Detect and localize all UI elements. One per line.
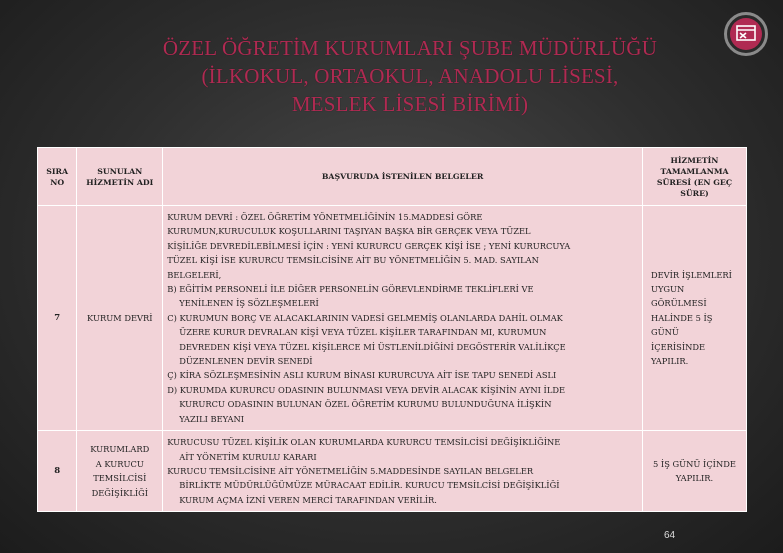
slide-title <box>60 34 760 118</box>
row-documents: KURUM DEVRİ : ÖZEL ÖĞRETİM YÖNETMELİĞİNİN 15.MADDESİ GÖRE KURUMUN,KURUCULUK KOŞULLARINI TAŞIYAN BAŞKA BİR GERÇEK VEYA TÜZEL KİŞİLİĞE DEVREDİLEBİLMESİ İÇİN : YENİ KURURCU GERÇEK KİŞİ İSE ; YENİ KURURCUYA TÜZEL KİŞİ İSE KURURCU TEMSİLCİSİNE AİT BU YÖNETMELİĞİN 5. MAD. SAYILAN BELGELERİ, B) EĞİTİM PERSONELİ İLE DİĞER PERSONELİN GÖREVLENDİRME TEKLİFLERİ VE YENİLENEN İŞ SÖZLEŞMELERİ C) KURUMUN BORÇ VE ALACAKLARININ VADESİ GELMEMİŞ OLANLARDA DAHİL OLMAK ÜZERE KURUR DEVRALAN KİŞİ VEYA TÜZEL KİŞİLER TARAFINDAN MI, KURUMUN DEVREDEN KİŞİ VEYA TÜZEL KİŞİLERCE Mİ ÜSTLENİLDİĞİNİ DEGÖSTERİR VALİLİKÇE DÜZENLENEN DEVİR SENEDİ Ç) KİRA SÖZLEŞMESİNİN ASLI KURUM BİNASI KURURCUYA AİT İSE TAPU SENEDİ ASLI D) KURUMDA KURURCU ODASININ BULUNMASI VEYA DEVİR ALACAK KİŞİNİN AYNI İLDE KURURCU ODASININ BULUNAN ÖZEL ÖĞRETİM KURUMU BULUNDUĞUNA İLİŞKİN YAZILI BEYANI <box>163 206 643 431</box>
table-row <box>38 206 747 431</box>
window-close-icon[interactable] <box>724 12 768 56</box>
header-documents: BAŞVURUDA İSTENİLEN BELGELER <box>163 148 643 206</box>
header-service: SUNULAN HİZMETİN ADI <box>77 148 163 206</box>
header-duration: HİZMETİN TAMAMLANMA SÜRESİ (EN GEÇ SÜRE) <box>642 148 746 206</box>
title-line-3: MESLEK LİSESİ BİRİMİ) <box>291 92 529 116</box>
table-row <box>38 431 747 512</box>
title-line-2: (İLKOKUL, ORTAOKUL, ANADOLU LİSESİ, <box>201 64 619 88</box>
row-duration: 5 İŞ GÜNÜ İÇİNDE YAPILIR. <box>642 431 746 512</box>
page-number: 64 <box>664 530 676 541</box>
window-close-glyph <box>736 25 756 43</box>
row-service: KURUM DEVRİ <box>77 206 163 431</box>
row-documents: KURUCUSU TÜZEL KİŞİLİK OLAN KURUMLARDA KURURCU TEMSİLCİSİ DEĞİŞİKLİĞİNE AİT YÖNETİM KURULU KARARI KURUCU TEMSİLCİSİNE AİT YÖNETMELİĞİN 5.MADDESİNDE SAYILAN BELGELER BİRLİKTE MÜDÜRLÜĞÜMÜZE MÜRACAAT EDİLİR. KURUCU TEMSİLCİSİ DEĞİŞİKLİĞİ KURUM AÇMA İZNİ VEREN MERCİ TARAFINDAN VERİLİR. <box>163 431 643 512</box>
row-number: 7 <box>38 206 77 431</box>
row-service: KURUMLARD A KURUCU TEMSİLCİSİ DEĞİŞİKLİĞİ <box>77 431 163 512</box>
header-no: SIRA NO <box>38 148 77 206</box>
title-line-1: ÖZEL ÖĞRETİM KURUMLARI ŞUBE MÜDÜRLÜĞÜ <box>162 36 658 60</box>
row-number: 8 <box>38 431 77 512</box>
row-duration: DEVİR İŞLEMLERİ UYGUN GÖRÜLMESİ HALİNDE 5 İŞ GÜNÜ İÇERİSİNDE YAPILIR. <box>642 206 746 431</box>
services-table <box>37 147 747 512</box>
table-header-row <box>38 148 747 206</box>
